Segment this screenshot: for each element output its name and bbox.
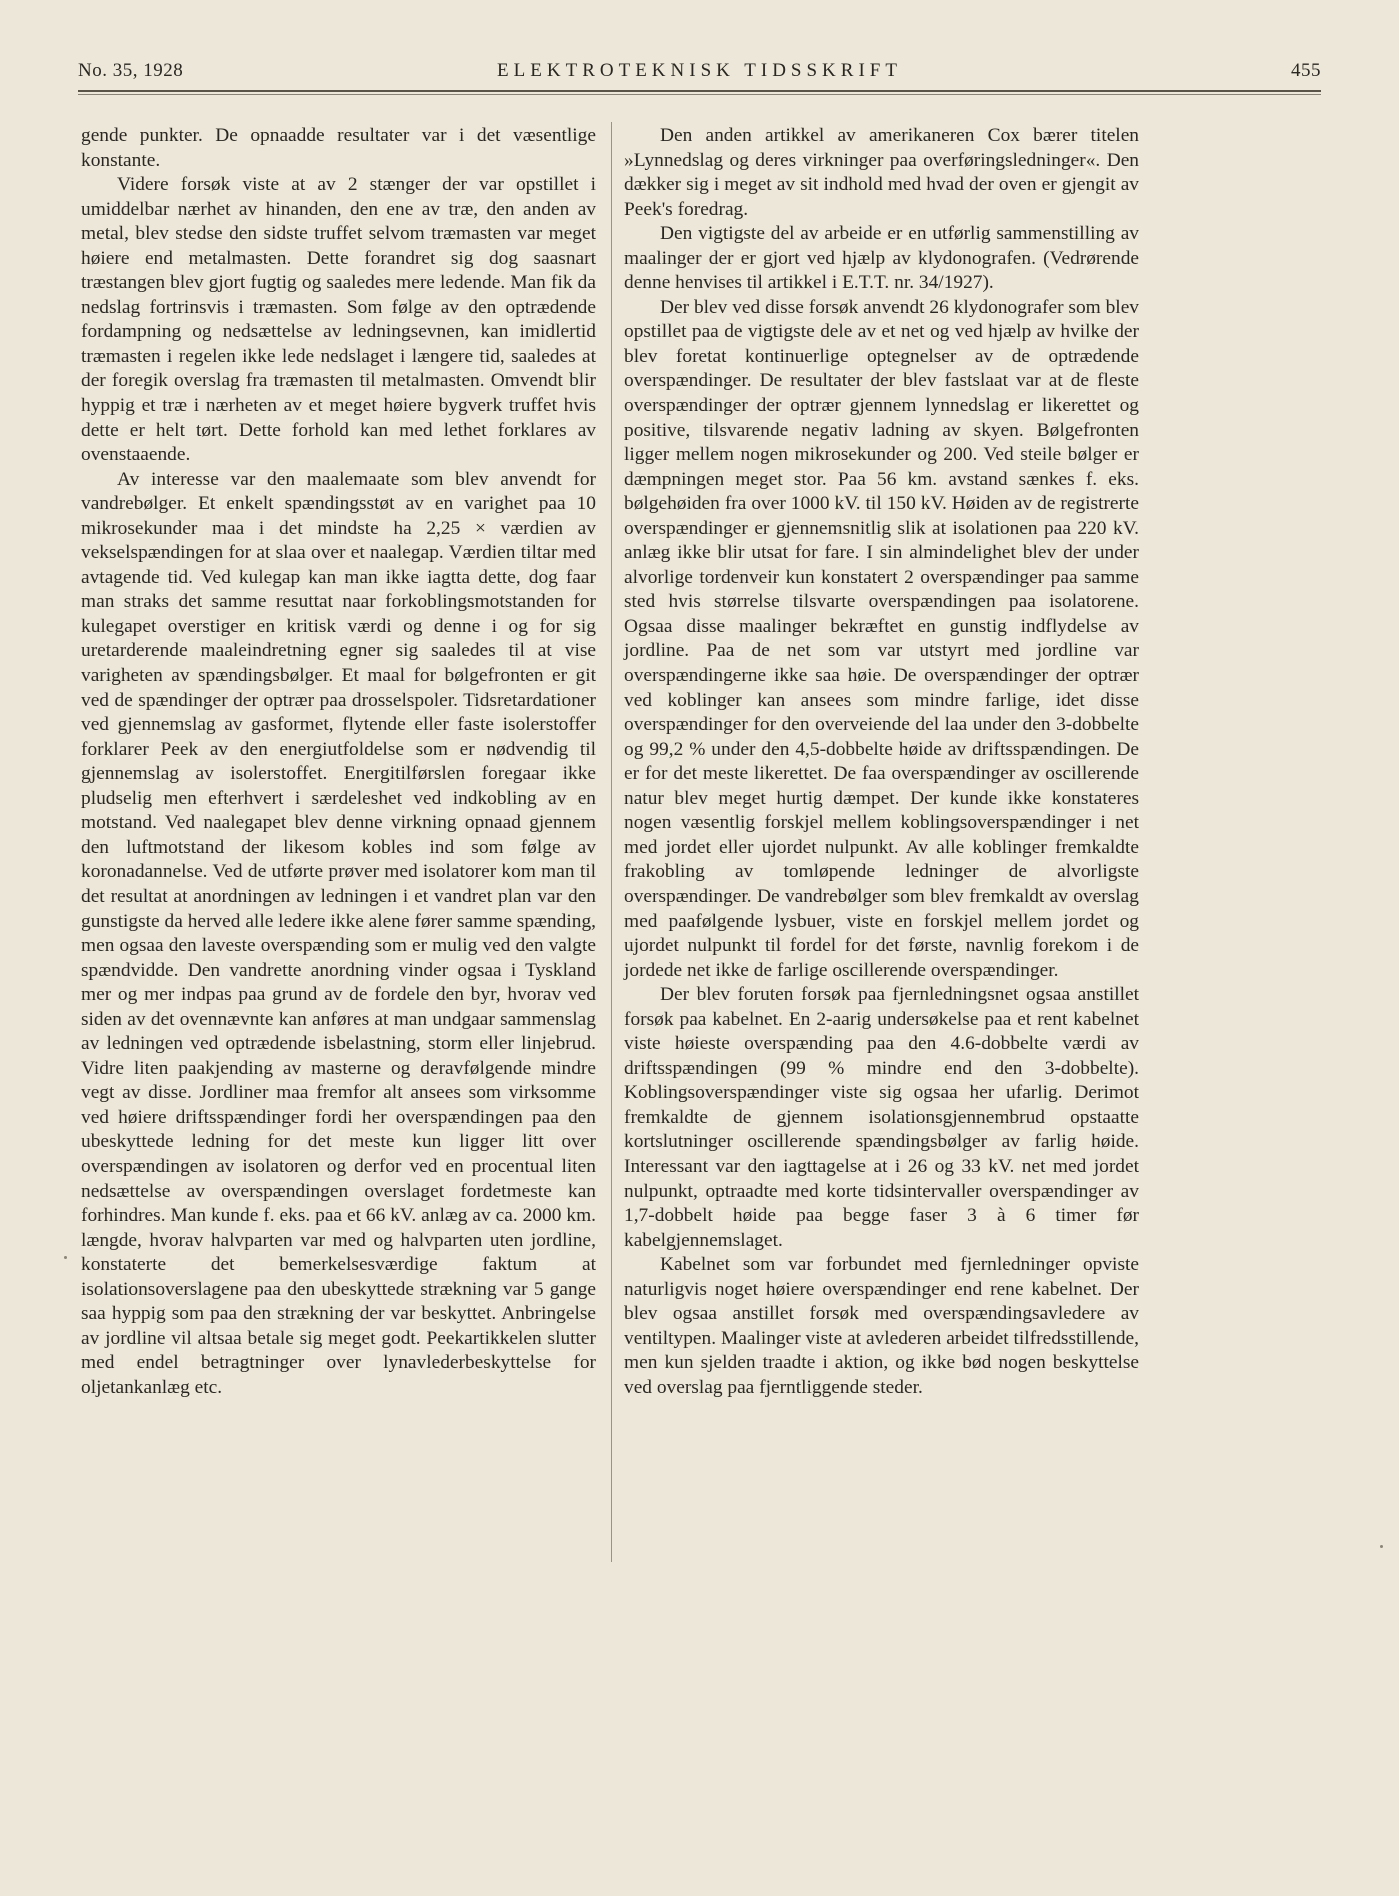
- journal-title: ELEKTROTEKNISK TIDSSKRIFT: [497, 60, 902, 81]
- paragraph: Videre forsøk viste at av 2 stænger der var opstillet i umiddelbar nærhet av hinanden, den ene av træ, den anden av metal, blev stedse den sidste truffet selvom træmasten var meget høiere end metalmasten. Dette forandret sig dog saasnart træstangen blev gjort fugtig og saaledes mere ledende. Man fik da nedslag fortrinsvis i træmasten. Som følge av den optrædende fordampning og nedsættelse av ledningsevnen, kan imidlertid træmasten i regelen ikke lede nedslaget i længere tid, saaledes at der foregik overslag fra træmasten til metalmasten. Omvendt blir hyppig et træ i nærheten av et meget høiere bygverk truffet hvis dette er helt tørt. Dette forhold kan med lethet forklares av ovenstaaende.: [81, 174, 596, 466]
- page-number: 455: [1291, 60, 1321, 81]
- paragraph: Den vigtigste del av arbeide er en utførlig sammenstilling av maalinger der er gjort ved hjælp av klydonografen. (Vedrørende denne henvises til artikkel i E.T.T. nr. 34/1927).: [624, 223, 1139, 294]
- paragraph: Av interesse var den maalemaate som blev anvendt for vandrebølger. Et enkelt spændingsstøt av en varighet paa 10 mikrosekunder maa i det mindste ha 2,25 × værdien av vekselspændingen for at slaa over et naalegap. Værdien tiltar med avtagende tid. Ved kulegap kan man ikke iagtta dette, dog faar man straks det samme resuttat naar forkoblingsmotstanden for kulegapet overstiger en kritisk værdi og denne i og for sig uretarderende maaleindretning egner sig saaledes til at vise varigheten av spændingsbølger. Et maal for bølgefronten er git ved de spændinger der optrær paa drosselspoler. Tidsretardationer ved gjennemslag av gasformet, flytende eller faste isolerstoffer forklarer Peek av den energiutfoldelse som er nødvendig til gjennemslag av isolerstoffet. Energitilførslen foregaar ikke pludselig men efterhvert i særdeleshet ved indkobling av en motstand. Ved naalegapet blev denne virkning opnaad gjennem den luftmotstand der likesom kobles ind som følge av koronadannelse. Ved de utførte prøver med isolatorer kom man til det resultat at anordningen av ledningen i et vandret plan var den gunstigste da herved alle ledere ikke alene fører samme spænding, men ogsaa den laveste overspænding som er mulig ved den valgte spændvidde. Den vandrette anordning vinder ogsaa i Tyskland mer og mer indpas paa grund av de fordele den byr, hvorav ved siden av det ovennævnte kan anføres at man undgaar sammenslag av ledningen ved optrædende isbelastning, storm eller linjebrud. Vidre liten paakjending av masterne og deravfølgende mindre vegt av disse. Jordliner maa fremfor alt ansees som virksomme ved høiere driftsspændinger fordi her overspændingen paa den ubeskyttede ledning for det meste kun ligger litt over overspændingen av isolatoren og derfor ved en procentual liten nedsættelse av overspændingen overslaget fordetmeste kan forhindres. Man kunde f. eks. paa et 66 kV. anlæg av ca. 2000 km. længde, hvorav halvparten var med og halvparten uten jordline, konstaterte det bemerkelsesværdige faktum at isolationsoverslagene paa den ubeskyttede strækning var 5 gange saa hyppig som paa den strækning der var beskyttet. Anbringelse av jordline vil altsaa betale sig meget godt. Peekartikkelen slutter med endel betragtninger over lynavlederbeskyttelse for oljetankanlæg etc.: [81, 468, 596, 1398]
- paragraph: Der blev foruten forsøk paa fjernledningsnet ogsaa anstillet forsøk paa kabelnet. En 2-aarig undersøkelse paa et rent kabelnet viste høieste overspænding paa den 4.6-dobbelte værdi av driftsspændingen (99 % mindre end den 3-dobbelte). Koblingsoverspændinger viste sig ogsaa her ufarlig. Derimot fremkaldte de gjennem isolationsgjennembrud opstaatte kortslutninger oscillerende spændingsbølger av farlig høide. Interessant var den iagttagelse at i 26 og 33 kV. net med jordet nulpunkt, optraadte med korte tidsintervaller overspændinger av 1,7-dobbelt høide paa begge faser 3 à 6 timer før kabelgjennemslaget.: [624, 984, 1139, 1251]
- running-header: [78, 56, 1321, 86]
- paragraph: Der blev ved disse forsøk anvendt 26 klydonografer som blev opstillet paa de vigtigste dele av et net og ved hjælp av hvilke der blev foretat kontinuerlige optegnelser av de optrædende overspændinger. De resultater der blev fastslaat var at de fleste overspændinger der optrær gjennem lynnedslag er likerettet og positive, tilsvarende negativ ladning av skyen. Bølgefronten ligger mellem nogen mikrosekunder og 200. Ved steile bølger er dæmpningen meget stor. Paa 56 km. avstand sænkes f. eks. bølgehøiden fra over 1000 kV. til 150 kV. Høiden av de registrerte overspændinger er gjennemsnitlig slik at isolationen paa 220 kV. anlæg ikke blir utsat for fare. I sin almindelighet blev der under alvorlige tordenveir kun konstatert 2 overspændinger paa samme sted hvis størrelse tilsvarte overspændingen paa isolatorene. Ogsaa disse maalinger bekræftet en gunstig indflydelse av jordline. Paa de net som var utstyrt med jordline var overspændingerne ikke saa høie. De overspændinger der optrær ved koblinger kan ansees som mindre farlige, idet disse overspændinger for den overveiende del laa under den 3-dobbelte og 99,2 % under den 4,5-dobbelte høide av driftsspændingen. De er for det meste likerettet. De faa overspændinger av oscillerende natur blev meget hurtig dæmpet. Der kunde ikke konstateres nogen væsentlig forskjel mellem koblingsoverspændinger i net med jordet eller ujordet nulpunkt. Av alle koblinger fremkaldte frakobling av tomløpende ledninger de alvorligste overspændinger. De vandrebølger som blev fremkaldt av overslag med paafølgende lysbuer, viste en forskjel mellem jordet og ujordet nulpunkt til fordel for det første, navnlig forekom i de jordede net ikke de farlige oscillerende overspændinger.: [624, 296, 1139, 981]
- header-rule-thin: [78, 94, 1321, 95]
- issue-number: No. 35, 1928: [78, 60, 184, 81]
- paper-speck: [64, 1256, 67, 1259]
- left-column: [81, 124, 596, 1400]
- paragraph: Kabelnet som var forbundet med fjernledninger opviste naturligvis noget høiere overspændinger end rene kabelnet. Der blev ogsaa anstillet forsøk med overspændingsavledere av ventiltypen. Maalinger viste at avlederen arbeidet tilfredsstillende, men kun sjelden traadte i aktion, og ikke bød nogen beskyttelse ved overslag paa fjerntliggende steder.: [624, 1254, 1139, 1398]
- paragraph: gende punkter. De opnaadde resultater var i det væsentlige konstante.: [81, 125, 596, 171]
- right-column: [624, 124, 1139, 1400]
- paragraph: Den anden artikkel av amerikaneren Cox bærer titelen »Lynnedslag og deres virkninger paa overføringsledninger«. Den dækker sig i meget av sit indhold med hvad der oven er gjengit av Peek's foredrag.: [624, 125, 1139, 220]
- column-divider: [611, 122, 612, 1562]
- paper-speck: [1380, 1545, 1383, 1548]
- header-rule: [78, 90, 1321, 92]
